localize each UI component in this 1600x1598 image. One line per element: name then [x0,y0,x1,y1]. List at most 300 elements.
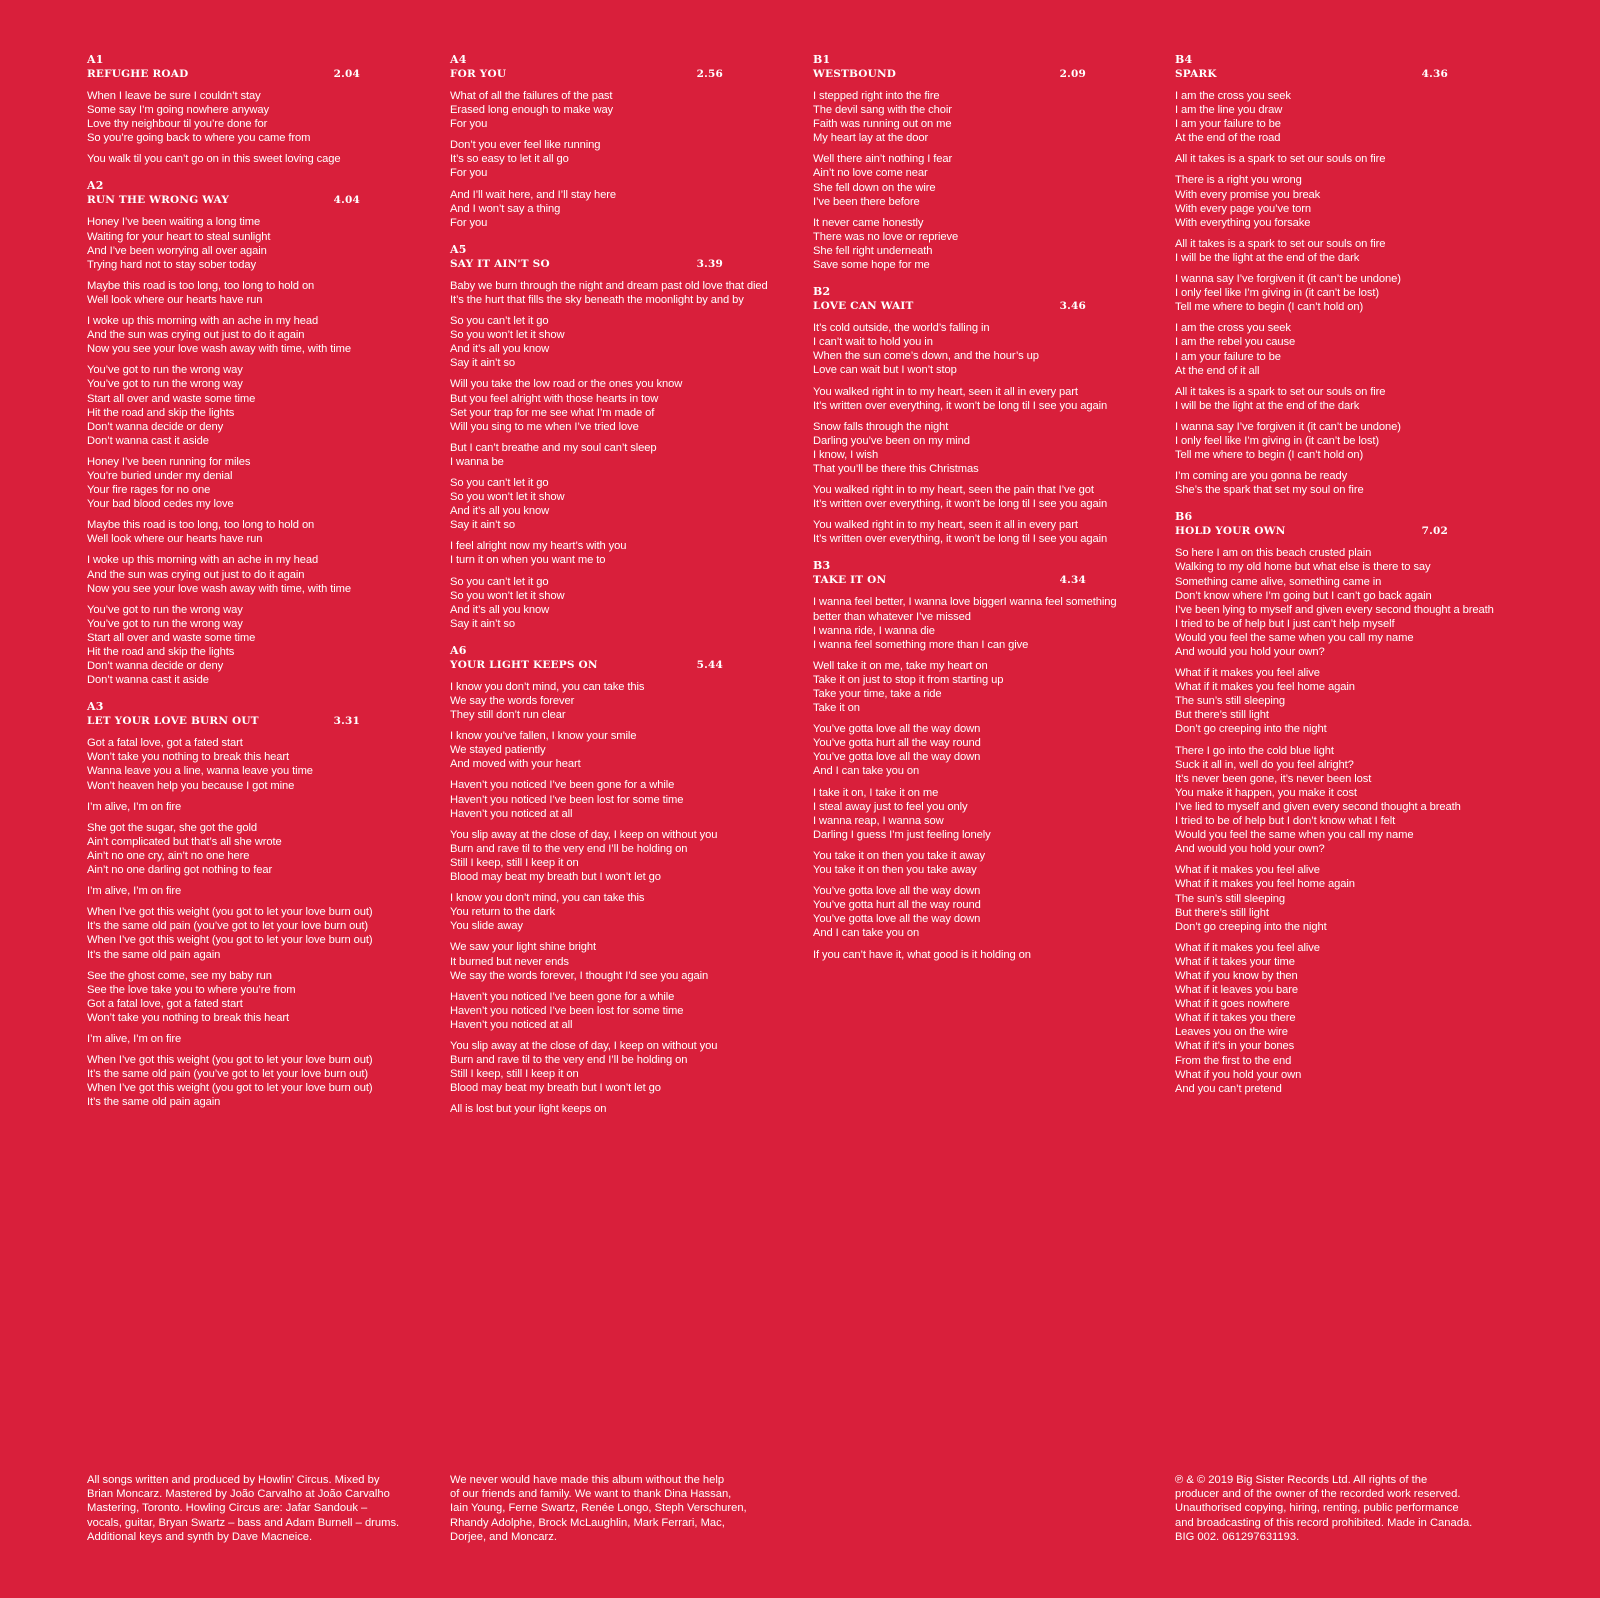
track-header [87,67,360,81]
lyric-stanza [813,518,1163,546]
lyric-stanza [1175,152,1525,166]
lyric-line: You’ve gotta love all the way down [813,723,981,736]
lyric-line: The devil sang with the choir [813,104,952,117]
lyric-stanza [450,441,800,469]
lyric-stanza [450,279,800,307]
lyric-line: I feel alright now my heart’s with you [450,540,627,553]
lyric-line: I will be the light at the end of the dark [1175,399,1360,412]
credit-line: BIG 002. 061297631193. [1175,1530,1300,1543]
lyric-line: Honey I’ve been running for miles [87,455,251,468]
lyric-line: She fell down on the wire [813,181,936,194]
lyric-line: What of all the failures of the past [450,90,613,102]
track-block [1175,53,1525,497]
lyric-line: I am the rebel you cause [1175,336,1296,349]
track-duration: 2.04 [333,68,360,80]
lyric-stanza [813,483,1163,511]
credit-line: All songs written and produced by Howlin’ Circus. Mixed by [87,1474,380,1486]
lyric-stanza [87,363,437,448]
lyric-line: Don’t wanna decide or deny [87,660,224,673]
lyric-line: Say it ain’t so [450,357,516,370]
lyric-line: Burn and rave til to the very end I’ll be holding on [450,1054,688,1067]
lyric-line: Would you feel the same when you call my name [1175,829,1414,842]
track-duration: 3.46 [1059,300,1086,313]
lyric-line: Ain’t complicated but that’s all she wrote [87,835,282,848]
lyric-stanza [450,314,800,370]
lyric-stanza [813,385,1163,413]
lyric-line: All it takes is a spark to set our souls on fire [1175,153,1386,166]
thanks-credits [450,1473,780,1544]
track-title: YOUR LIGHT KEEPS ON [450,658,598,671]
lyric-line: We stayed patiently [450,744,546,757]
lyric-line: From the first to the end [1175,1054,1292,1067]
lyric-stanza [450,89,800,131]
lyric-stanza [450,891,800,933]
track-number: A2 [87,179,104,193]
lyric-line: It’s written over everything, it won’t be long til I see you again [813,533,1108,546]
lyric-line: Well look where our hearts have run [87,533,263,546]
lyric-line: When I’ve got this weight (you got to let your love burn out) [87,906,373,919]
track-block [87,700,437,1109]
lyric-line: Won’t heaven help you because I got mine [87,779,295,792]
credit-line: and broadcasting of this record prohibited. Made in Canada. [1175,1516,1473,1529]
lyric-line: What if it leaves you bare [1175,984,1299,997]
lyric-line: And I’ll wait here, and I’ll stay here [450,188,616,201]
lyric-line: She fell right underneath [813,244,933,257]
track-number: A6 [450,643,467,657]
lyric-line: I know, I wish [813,448,879,461]
lyric-line: That you’ll be there this Christmas [813,462,979,475]
lyric-line: I’ve been there before [813,195,920,208]
lyric-line: And I’ve been worrying all over again [87,244,267,257]
copyright-notice [1175,1473,1510,1544]
lyric-stanza [813,595,1163,651]
credit-line: Iain Young, Ferne Swartz, Renée Longo, Steph Verschuren, [450,1502,747,1515]
lyric-stanza [87,152,437,166]
track-duration: 3.39 [696,257,723,270]
lyric-stanza [450,828,800,884]
credit-line: Rhandy Adolphe, Brock McLaughlin, Mark Ferrari, Mac, [450,1516,725,1529]
lyric-stanza [87,89,437,145]
lyric-line: Still I keep, still I keep it on [450,856,579,869]
lyric-stanza [450,778,800,820]
lyric-line: Don’t know where I’m going but I can’t go back again [1175,589,1432,602]
lyric-line: So here I am on this beach crusted plain [1175,547,1372,560]
track-header [450,658,723,672]
lyric-stanza [1175,744,1525,857]
lyric-stanza [813,152,1163,208]
lyric-line: Walking to my old home but what else is there to say [1175,561,1431,574]
track-header [1175,67,1448,81]
lyric-stanza [87,1053,437,1109]
lyric-stanza [87,215,437,271]
lyric-stanza [813,884,1163,940]
lyric-stanza [1175,237,1525,265]
lyric-line: Still I keep, still I keep it on [450,1068,579,1081]
lyric-line: So you won’t let it show [450,491,565,504]
lyric-line: Ain’t no love come near [813,167,928,180]
lyric-line: When I’ve got this weight (you got to let your love burn out) [87,1054,373,1067]
lyric-line: Now you see your love wash away with time, with time [87,343,352,356]
lyric-line: It’s cold outside, the world’s falling in [813,322,990,335]
track-block [1175,510,1525,1095]
lyric-line: And it’s all you know [450,343,550,356]
lyric-stanza [1175,469,1525,497]
lyric-line: And I can take you on [813,765,920,778]
lyric-line: What if it takes your time [1175,955,1295,968]
track-number: A3 [87,700,104,714]
lyric-line: If you can’t have it, what good is it holding on [813,948,1031,961]
lyric-line: Tell me where to begin (I can’t hold on) [1175,301,1364,314]
lyric-line: There is a right you wrong [1175,174,1302,187]
lyric-line: Take your time, take a ride [813,688,942,700]
track-header [813,67,1086,81]
lyric-line: But there’s still light [1175,709,1269,722]
production-credits [87,1473,417,1544]
lyric-line: It’s written over everything, it won’t be long til I see you again [813,399,1108,412]
lyric-line: Got a fatal love, got a fated start [87,737,243,750]
track-duration: 7.02 [1421,525,1448,538]
track-number: B2 [813,285,831,299]
track-block [87,179,437,687]
lyric-stanza [87,800,437,814]
track-title: RUN THE WRONG WAY [87,194,230,207]
lyric-line: Don’t wanna cast it aside [87,434,209,447]
track-title: HOLD YOUR OWN [1175,525,1286,538]
credit-line: producer and of the owner of the recorded work reserved. [1175,1488,1461,1501]
lyric-line: Haven’t you noticed at all [450,1018,573,1031]
track-title: SPARK [1175,68,1217,80]
track-block [450,53,800,230]
lyric-line: It burned but never ends [450,955,569,968]
lyric-line: You walked right in to my heart, seen it all in every part [813,519,1078,532]
lyric-line: Erased long enough to make way [450,104,614,117]
lyric-stanza [813,321,1163,377]
lyric-line: All it takes is a spark to set our souls on fire [1175,237,1386,250]
lyric-stanza [87,821,437,877]
lyric-line: Start all over and waste some time [87,631,256,644]
lyric-line: All is lost but your light keeps on [450,1103,607,1116]
lyric-line: I know you don’t mind, you can take this [450,680,645,693]
lyric-line: What if it makes you feel alive [1175,667,1320,680]
lyric-line: Now you see your love wash away with time, with time [87,582,352,595]
lyric-line: What if it makes you feel alive [1175,941,1320,954]
lyric-line: I tried to be of help but I don’t know what I felt [1175,815,1396,828]
lyric-line: Ain’t no one darling got nothing to fear [87,864,273,877]
lyric-line: And moved with your heart [450,758,581,771]
lyric-line: Burn and rave til to the very end I’ll be holding on [450,842,688,855]
lyric-line: I tried to be of help but I just can’t help myself [1175,617,1395,630]
credit-line: ℗ & © 2019 Big Sister Records Ltd. All rights of the [1175,1474,1428,1486]
track-header [450,257,723,271]
lyric-line: Take it on just to stop it from starting up [813,673,1004,686]
lyric-stanza [450,729,800,771]
lyric-line: You’ve got to run the wrong way [87,617,243,630]
lyric-stanza [1175,173,1525,229]
lyric-line: There I go into the cold blue light [1175,744,1334,757]
lyric-line: The sun’s still sleeping [1175,892,1285,905]
lyric-stanza [87,279,437,307]
lyric-line: Haven’t you noticed I’ve been gone for a while [450,990,675,1003]
lyric-line: I know you’ve fallen, I know your smile [450,730,637,743]
lyric-stanza [1175,666,1525,736]
track-header [87,193,360,207]
lyric-stanza [450,138,800,180]
lyric-line: Save some hope for me [813,259,930,272]
lyric-stanza [450,575,800,631]
lyric-line: You walk til you can’t go on in this sweet loving cage [87,153,341,166]
lyric-line: What if you know by then [1175,969,1298,982]
track-title: REFUGHE ROAD [87,68,189,80]
lyric-line: Maybe this road is too long, too long to hold on [87,519,315,532]
lyric-line: Won’t take you nothing to break this heart [87,1011,290,1024]
track-duration: 3.31 [333,715,360,728]
credit-line: vocals, guitar, Bryan Swartz – bass and Adam Burnell – drums. [87,1516,400,1529]
credit-line: Additional keys and synth by Dave Macneice. [87,1530,313,1543]
lyric-line: What if it’s in your bones [1175,1040,1295,1053]
lyric-line: Haven’t you noticed I’ve been lost for some time [450,793,684,806]
lyric-stanza [813,849,1163,877]
track-duration: 5.44 [696,658,723,671]
track-number: B3 [813,559,831,573]
lyric-line: You slip away at the close of day, I keep on without you [450,828,718,841]
track-title: TAKE IT ON [813,574,887,587]
lyric-line: And it’s all you know [450,505,550,518]
lyric-stanza [450,539,800,567]
lyric-stanza [1175,385,1525,413]
lyric-line: Darling I guess I’m just feeling lonely [813,828,991,841]
track-block [450,644,800,1117]
lyric-line: Love can wait but I won’t stop [813,364,957,377]
lyric-line: I wanna say I’ve forgiven it (it can’t be undone) [1175,273,1401,286]
track-title: LOVE CAN WAIT [813,300,914,313]
lyric-line: What if it takes you there [1175,1012,1296,1025]
lyric-stanza [87,969,437,1025]
lyric-line: I stepped right into the fire [813,90,940,102]
track-block [87,53,437,166]
lyric-line: Take it on [813,702,860,715]
lyric-stanza [450,1039,800,1095]
lyric-stanza [450,476,800,532]
track-header [450,67,723,81]
lyric-stanza [1175,89,1525,145]
track-number: A1 [87,53,104,66]
track-number: B6 [1175,510,1193,524]
lyric-stanza [813,420,1163,476]
lyric-stanza [87,884,437,898]
lyric-line: So you won’t let it show [450,589,565,602]
lyric-line: With every promise you break [1175,188,1321,201]
lyric-line: And would you hold your own? [1175,646,1325,658]
lyric-stanza [813,948,1163,962]
lyric-line: I wanna say I’ve forgiven it (it can’t be undone) [1175,420,1401,433]
credit-line: of our friends and family. We want to thank Dina Hassan, [450,1488,732,1501]
lyric-line: So you can’t let it go [450,575,549,588]
lyric-line: I can’t wait to hold you in [813,336,933,349]
lyric-line: Some say I’m going nowhere anyway [87,104,270,117]
lyric-line: Well look where our hearts have run [87,293,263,306]
lyric-stanza [87,455,437,511]
lyric-line: You’ve gotta love all the way down [813,885,981,898]
lyric-line: When I’ve got this weight (you got to let your love burn out) [87,1082,373,1095]
lyric-line: And would you hold your own? [1175,843,1325,856]
lyric-line: It’s the same old pain again [87,948,221,961]
lyric-stanza [813,786,1163,842]
lyric-stanza [450,680,800,722]
lyric-line: I only feel like I’m giving in (it can’t be lost) [1175,287,1380,300]
lyric-line: You walked right in to my heart, seen the pain that I’ve got [813,484,1094,497]
track-duration: 4.04 [333,194,360,207]
lyric-line: I wanna feel something more than I can give [813,638,1029,651]
lyric-line: She’s the spark that set my soul on fire [1175,484,1364,497]
lyric-line: I woke up this morning with an ache in my head [87,554,319,567]
lyric-line: You return to the dark [450,906,555,919]
lyric-line: I take it on, I take it on me [813,786,939,799]
track-number: A4 [450,53,467,66]
lyric-stanza [87,1032,437,1046]
lyric-stanza [450,188,800,230]
lyric-line: All it takes is a spark to set our souls on fire [1175,385,1386,398]
lyric-line: It’s the hurt that fills the sky beneath the moonlight by and by [450,293,744,306]
track-duration: 4.34 [1059,574,1086,587]
lyric-line: I turn it on when you want me to [450,554,606,567]
lyric-line: So you can’t let it go [450,476,549,489]
lyric-line: So you’re going back to where you came from [87,132,311,145]
lyric-stanza [813,722,1163,778]
track-number: B1 [813,53,831,66]
lyric-line: What if it makes you feel alive [1175,864,1320,877]
lyrics-column-1 [87,53,437,1122]
lyric-line: Your bad blood cedes my love [87,498,234,511]
track-block [813,559,1163,961]
lyric-line: You take it on then you take it away [813,849,985,862]
lyrics-column-2 [450,53,800,1129]
credit-line: Dorjee, and Moncarz. [450,1530,557,1543]
lyric-line: Say it ain’t so [450,519,516,532]
lyric-stanza [1175,941,1525,1096]
lyric-line: But you feel alright with those hearts in tow [450,392,659,405]
lyric-line: Will you take the low road or the ones you know [450,378,683,391]
lyric-line: You’ve gotta love all the way down [813,751,981,764]
credit-line: Brian Moncarz. Mastered by João Carvalho at João Carvalho [87,1488,390,1501]
lyric-line: With every page you’ve torn [1175,202,1311,215]
lyric-line: I am the cross you seek [1175,90,1291,102]
lyric-line: Baby we burn through the night and dream past old love that died [450,279,768,292]
lyric-stanza [87,314,437,356]
lyric-line: When I’ve got this weight (you got to let your love burn out) [87,934,373,947]
lyric-stanza [1175,321,1525,377]
credit-line: We never would have made this album without the help [450,1474,725,1486]
lyric-line: You’ve gotta love all the way down [813,913,981,926]
lyric-line: I wanna ride, I wanna die [813,624,935,637]
track-title: LET YOUR LOVE BURN OUT [87,715,259,728]
lyric-line: Won’t take you nothing to break this heart [87,751,290,764]
lyric-line: For you [450,118,488,131]
lyric-line: Start all over and waste some time [87,392,256,405]
lyric-line: It never came honestly [813,216,924,229]
lyric-stanza [813,89,1163,145]
lyric-line: Blood may beat my breath but I won’t let go [450,1082,661,1095]
lyric-stanza [813,216,1163,272]
lyric-line: Love thy neighbour til you’re done for [87,118,268,131]
lyric-line: Don’t go creeping into the night [1175,920,1327,933]
lyric-stanza [450,377,800,433]
lyric-line: What if you hold your own [1175,1068,1302,1081]
credit-line: Unauthorised copying, hiring, renting, public performance [1175,1502,1459,1515]
lyric-line: Say it ain’t so [450,617,516,630]
lyric-line: Maybe this road is too long, too long to hold on [87,279,315,292]
lyric-line: You’ve gotta hurt all the way round [813,737,981,750]
lyric-line: Waiting for your heart to steal sunlight [87,230,271,243]
lyric-line: It’s the same old pain again [87,1096,221,1109]
lyric-line: I’ve been lying to myself and given every second thought a breath [1175,603,1494,616]
lyric-line: For you [450,167,488,180]
lyric-stanza [813,659,1163,715]
lyric-line: Haven’t you noticed at all [450,807,573,820]
track-duration: 4.36 [1421,68,1448,80]
track-block [813,53,1163,272]
lyric-line: Darling you’ve been on my mind [813,434,970,447]
lyric-line: Haven’t you noticed I’ve been lost for some time [450,1004,684,1017]
lyric-line: You make it happen, you make it cost [1175,786,1357,799]
lyric-line: It’s the same old pain (you’ve got to let your love burn out) [87,1068,369,1081]
lyric-line: When I leave be sure I couldn’t stay [87,90,261,102]
lyric-line: You’ve gotta hurt all the way round [813,899,981,912]
lyric-line: Well take it on me, take my heart on [813,659,988,672]
lyric-line: I wanna feel better, I wanna love biggerI wanna feel something [813,596,1117,609]
lyric-line: We saw your light shine bright [450,941,597,954]
lyric-line: We say the words forever, I thought I’d see you again [450,969,709,982]
lyric-line: Your fire rages for no one [87,484,211,497]
lyric-stanza [87,518,437,546]
lyric-stanza [1175,863,1525,933]
track-header [87,714,360,728]
lyric-line: Don’t wanna decide or deny [87,420,224,433]
lyric-line: You slide away [450,920,523,933]
lyric-line: Blood may beat my breath but I won’t let go [450,871,661,884]
track-block [813,285,1163,546]
lyric-line: Snow falls through the night [813,420,949,433]
lyric-line: The sun’s still sleeping [1175,695,1285,708]
lyric-line: Hit the road and skip the lights [87,646,235,658]
track-number: B4 [1175,53,1193,66]
track-number: A5 [450,242,467,256]
lyric-line: Haven’t you noticed I’ve been gone for a while [450,779,675,792]
lyric-line: She got the sugar, she got the gold [87,821,258,834]
lyric-line: Hit the road and skip the lights [87,406,235,419]
lyric-line: Wanna leave you a line, wanna leave you time [87,765,313,778]
lyric-line: Suck it all in, well do you feel alright? [1175,758,1354,771]
lyric-line: I’m alive, I’m on fire [87,1032,182,1045]
lyric-line: But I can’t breathe and my soul can’t sleep [450,441,657,454]
lyric-line: So you can’t let it go [450,315,549,328]
lyric-line: For you [450,216,488,229]
lyric-stanza [1175,420,1525,462]
lyric-line: Well there ain’t nothing I fear [813,153,953,166]
lyric-line: I’ve lied to myself and given every second thought a breath [1175,800,1461,813]
lyric-line: It’s written over everything, it won’t be long til I see you again [813,498,1108,511]
track-title: WESTBOUND [813,68,897,80]
lyric-line: And I won’t say a thing [450,202,561,215]
lyric-line: You slip away at the close of day, I keep on without you [450,1039,718,1052]
lyric-line: There was no love or reprieve [813,230,959,243]
lyric-stanza [87,553,437,595]
lyric-line: Faith was running out on me [813,118,952,131]
lyric-line: What if it makes you feel home again [1175,878,1355,891]
lyric-line: And the sun was crying out just to do it again [87,568,305,581]
lyric-line: Something came alive, something came in [1175,575,1382,588]
lyric-line: See the ghost come, see my baby run [87,969,272,982]
lyric-line: It’s the same old pain (you’ve got to let your love burn out) [87,920,369,933]
